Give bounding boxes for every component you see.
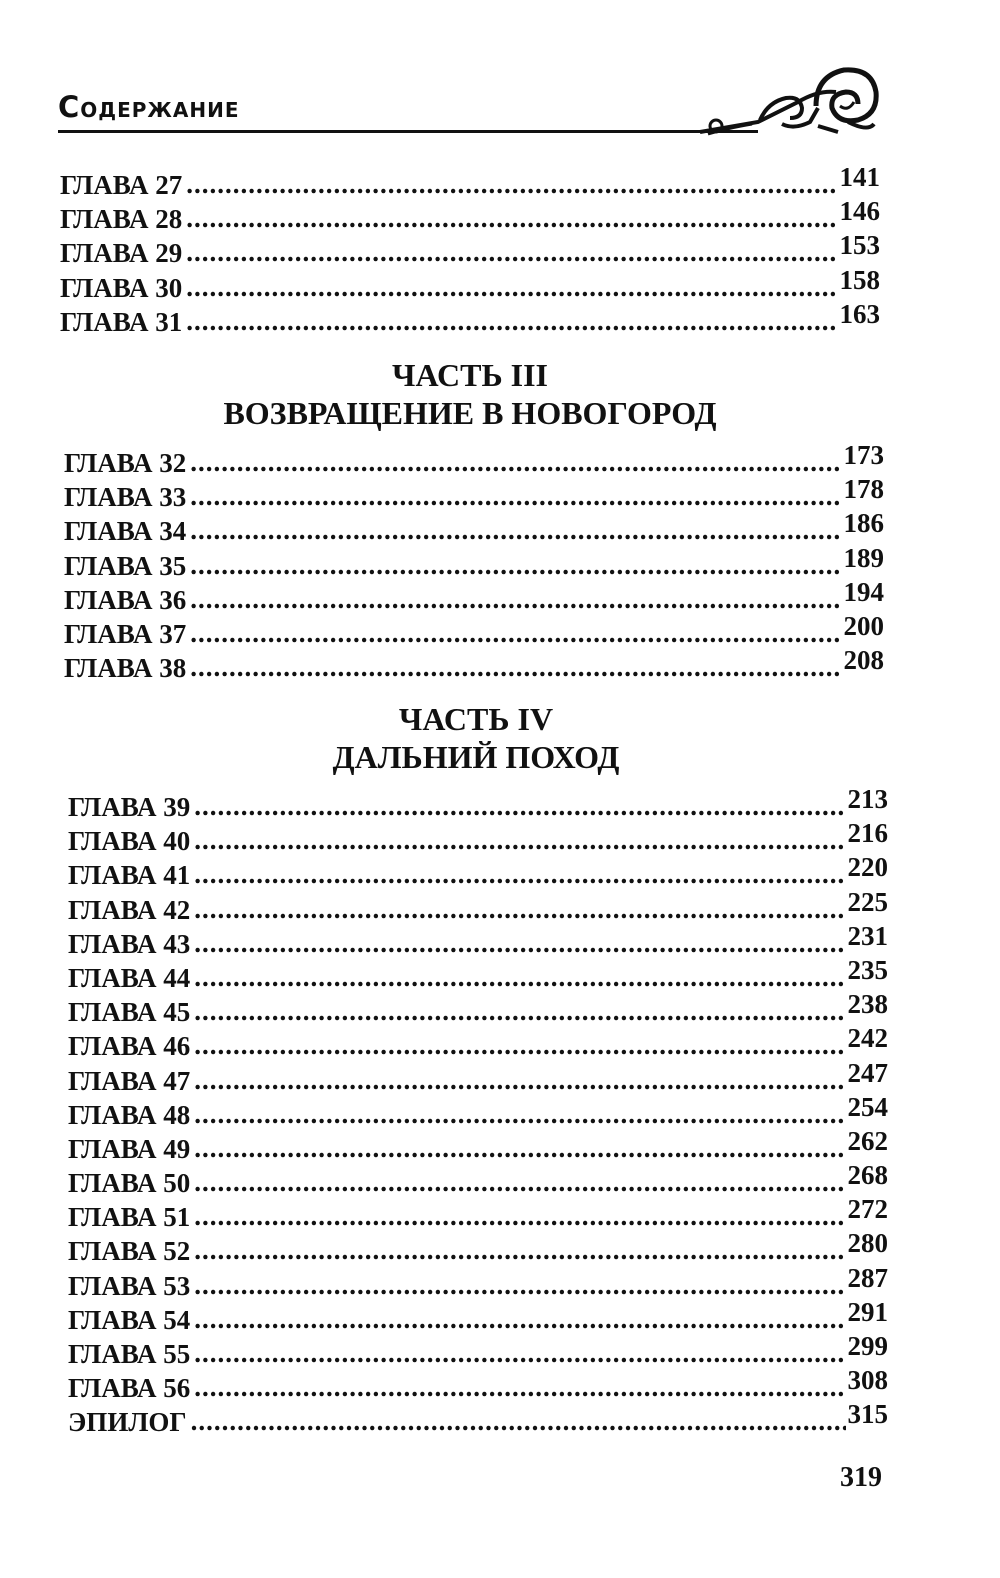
toc-entry-label: ГЛАВА 48 [68, 1099, 191, 1130]
toc-entry-page: 189 [843, 542, 884, 573]
toc-entry-label: ГЛАВА 42 [68, 894, 191, 925]
toc-entry-page: 231 [847, 920, 888, 951]
toc-dot-leader [190, 616, 841, 650]
toc-entry[interactable] [68, 1399, 888, 1439]
toc-dot-leader [190, 479, 841, 513]
toc-entry-label: ГЛАВА 38 [64, 653, 187, 684]
toc-entry-label: ГЛАВА 56 [68, 1373, 191, 1404]
toc-dot-leader [194, 926, 845, 960]
toc-entry-label: ГЛАВА 40 [68, 826, 191, 857]
toc-entry[interactable] [64, 542, 884, 583]
toc-entry[interactable] [68, 886, 888, 927]
toc-entry-label: ГЛАВА 35 [64, 550, 187, 581]
part-title: ДАЛЬНИЙ ПОХОД [332, 739, 620, 775]
toc-entry-page: 235 [847, 954, 888, 985]
toc-dot-leader [194, 1165, 845, 1199]
toc-dot-leader [186, 167, 837, 201]
toc-entry-page: 242 [847, 1023, 888, 1054]
toc-dot-leader [194, 960, 845, 994]
toc-entry-label: ГЛАВА 31 [60, 306, 183, 337]
toc-entry-label: ГЛАВА 53 [68, 1270, 191, 1301]
toc-entry-page: 173 [843, 440, 884, 470]
part-title: ВОЗВРАЩЕНИЕ В НОВОГОРОД [223, 395, 717, 431]
toc-dot-leader [194, 857, 845, 891]
toc-dot-leader [190, 582, 841, 616]
toc-dot-leader [190, 513, 841, 547]
toc-entry-label: ГЛАВА 41 [68, 860, 191, 891]
toc-dot-leader [190, 650, 841, 684]
toc-entry-page: 220 [847, 852, 888, 883]
toc-entry-label: ГЛАВА 51 [68, 1202, 191, 1233]
toc-dot-leader [190, 548, 841, 582]
toc-entry[interactable] [68, 784, 888, 824]
toc-dot-leader [186, 201, 837, 235]
toc-entry[interactable] [60, 196, 880, 236]
toc-dot-leader [194, 789, 845, 823]
toc-dot-leader [194, 1131, 845, 1165]
toc-section-2 [64, 440, 884, 685]
toc-dot-leader [194, 1233, 845, 1267]
toc-entry-label: ГЛАВА 45 [68, 997, 191, 1028]
toc-entry[interactable] [64, 576, 884, 617]
toc-entry-label: ГЛАВА 34 [64, 516, 187, 547]
toc-dot-leader [191, 1404, 846, 1438]
toc-entry-page: 299 [847, 1331, 888, 1361]
running-head [58, 86, 878, 136]
toc-entry[interactable] [68, 1091, 888, 1132]
toc-entry-label: ГЛАВА 37 [64, 618, 187, 649]
toc-entry[interactable] [68, 1331, 888, 1371]
toc-entry[interactable] [68, 852, 888, 892]
toc-entry[interactable] [68, 1262, 888, 1303]
toc-entry-label: ЭПИЛОГ [68, 1407, 187, 1438]
part-number: ЧАСТЬ III [392, 357, 548, 393]
toc-entry[interactable] [64, 440, 884, 480]
toc-entry[interactable] [68, 1228, 888, 1268]
part-heading-3 [60, 356, 880, 432]
toc-entry[interactable] [68, 1057, 888, 1098]
toc-entry-label: ГЛАВА 46 [68, 1031, 191, 1062]
toc-dot-leader [194, 1063, 845, 1097]
toc-entry-page: 186 [843, 508, 884, 539]
toc-entry-page: 238 [847, 989, 888, 1020]
toc-entry-page: 141 [839, 162, 880, 192]
toc-entry-page: 225 [847, 886, 888, 917]
toc-entry[interactable] [68, 1365, 888, 1405]
toc-section-3 [68, 784, 888, 1440]
toc-entry-label: ГЛАВА 50 [68, 1168, 191, 1199]
toc-entry-page: 315 [847, 1399, 888, 1430]
toc-dot-leader [186, 304, 837, 338]
toc-entry-label: ГЛАВА 28 [60, 204, 183, 235]
toc-dot-leader [194, 1336, 845, 1370]
toc-entry-page: 272 [847, 1194, 888, 1225]
scroll-ornament-icon [698, 62, 880, 140]
toc-entry-label: ГЛАВА 44 [68, 962, 191, 993]
toc-dot-leader [194, 1268, 845, 1302]
toc-entry-page: 308 [847, 1365, 888, 1396]
part-number: ЧАСТЬ IV [398, 701, 554, 737]
toc-entry-label: ГЛАВА 49 [68, 1133, 191, 1164]
toc-entry[interactable] [68, 818, 888, 858]
toc-dot-leader [190, 445, 841, 479]
toc-entry-page: 268 [847, 1160, 888, 1191]
toc-entry[interactable] [64, 508, 884, 548]
toc-dot-leader [194, 823, 845, 857]
toc-entry-page: 291 [847, 1296, 888, 1327]
toc-entry-label: ГЛАВА 55 [68, 1339, 191, 1369]
toc-entry-label: ГЛАВА 39 [68, 792, 191, 822]
toc-entry-page: 178 [843, 474, 884, 505]
toc-entry-page: 153 [839, 230, 880, 261]
toc-entry-page: 194 [843, 576, 884, 607]
toc-entry-label: ГЛАВА 54 [68, 1304, 191, 1335]
toc-entry[interactable] [68, 1125, 888, 1166]
running-head-title: Содержание [58, 90, 240, 124]
toc-entry[interactable] [68, 1296, 888, 1337]
toc-entry-page: 213 [847, 784, 888, 814]
toc-entry[interactable] [68, 1023, 888, 1063]
toc-entry-page: 146 [839, 196, 880, 227]
toc-entry-page: 216 [847, 818, 888, 849]
toc-entry-label: ГЛАВА 32 [64, 448, 187, 478]
toc-dot-leader [186, 235, 837, 269]
page-number: 319 [840, 1462, 882, 1493]
part-heading-4 [66, 700, 886, 776]
toc-entry[interactable] [60, 230, 880, 270]
toc-entry-label: ГЛАВА 52 [68, 1236, 191, 1267]
toc-entry-page: 163 [839, 298, 880, 329]
toc-dot-leader [194, 1302, 845, 1336]
toc-entry-page: 262 [847, 1125, 888, 1156]
toc-entry-page: 200 [843, 610, 884, 641]
toc-dot-leader [194, 892, 845, 926]
toc-entry-label: ГЛАВА 47 [68, 1065, 191, 1096]
toc-dot-leader [194, 1199, 845, 1233]
toc-entry[interactable] [64, 645, 884, 685]
toc-entry-page: 247 [847, 1057, 888, 1088]
toc-dot-leader [194, 994, 845, 1028]
toc-entry[interactable] [64, 610, 884, 651]
toc-entry-label: ГЛАВА 33 [64, 482, 187, 513]
toc-entry[interactable] [68, 989, 888, 1029]
toc-entry-page: 158 [839, 264, 880, 295]
toc-entry[interactable] [64, 474, 884, 514]
toc-entry[interactable] [60, 298, 880, 339]
toc-entry[interactable] [68, 954, 888, 995]
toc-entry-page: 254 [847, 1091, 888, 1122]
toc-entry-page: 208 [843, 645, 884, 676]
toc-entry-label: ГЛАВА 27 [60, 170, 183, 200]
toc-entry[interactable] [68, 1194, 888, 1234]
toc-entry[interactable] [60, 162, 880, 202]
toc-dot-leader [186, 270, 837, 304]
toc-entry-label: ГЛАВА 43 [68, 928, 191, 959]
running-head-rule [58, 130, 758, 133]
toc-dot-leader [194, 1028, 845, 1062]
toc-entry-page: 287 [847, 1262, 888, 1293]
toc-entry[interactable] [60, 264, 880, 305]
toc-entry-page: 280 [847, 1228, 888, 1259]
toc-dot-leader [194, 1370, 845, 1404]
toc-entry-label: ГЛАВА 36 [64, 584, 187, 615]
toc-dot-leader [194, 1097, 845, 1131]
toc-section-1 [60, 162, 880, 339]
toc-entry[interactable] [68, 920, 888, 961]
toc-entry-label: ГЛАВА 30 [60, 272, 183, 303]
toc-entry-label: ГЛАВА 29 [60, 238, 183, 269]
toc-entry[interactable] [68, 1160, 888, 1200]
